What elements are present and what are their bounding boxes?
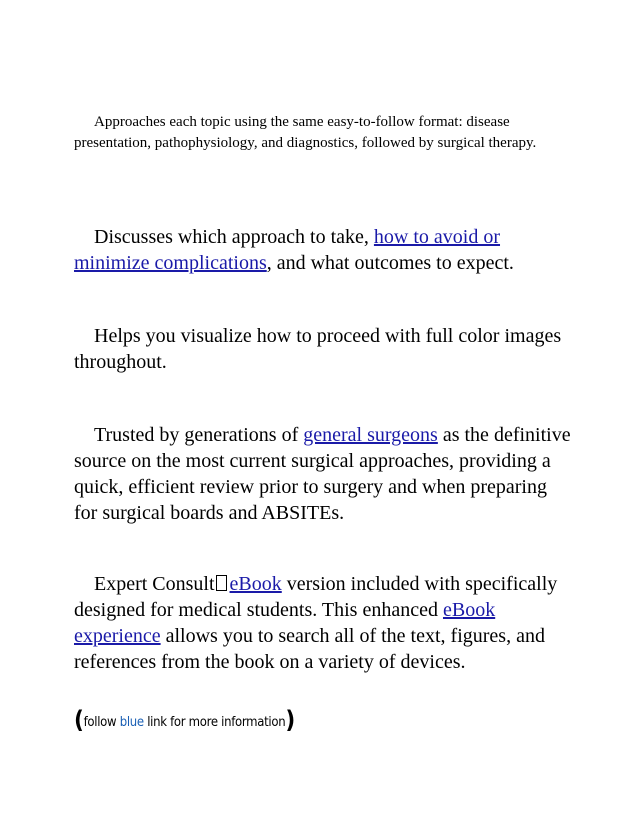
- close-paren: ): [285, 706, 295, 734]
- ebook-experience-link[interactable]: eBook experience: [74, 599, 496, 647]
- paragraph-expert-text-start: Expert Consult: [94, 573, 215, 595]
- footer-text-end: link for more information: [143, 715, 286, 730]
- missing-glyph-icon: [216, 575, 227, 591]
- paragraph-visualize: [74, 323, 574, 375]
- paragraph-expert-consult: [74, 571, 574, 675]
- paragraph-format: [74, 112, 574, 154]
- paragraph-format-text: Approaches each topic using the same easy-to-follow format: disease presentation, pathophysiology, and diagnostics, followed by surgical therapy.: [74, 114, 537, 151]
- footer-text-start: follow: [83, 715, 120, 730]
- paragraph-expert-text-middle: version included with specifically designed for medical students. This enhanced: [74, 573, 558, 621]
- paragraph-approach-text-end: , and what outcomes to expect.: [266, 252, 514, 274]
- paragraph-trusted-text-end: as the definitive source on the most current surgical approaches, providing a quick, efficient review prior to surgery and when preparing for surgical boards and ABSITEs.: [74, 424, 571, 524]
- paragraph-trusted-text-start: Trusted by generations of: [94, 424, 304, 446]
- footer-note: [74, 705, 295, 738]
- paragraph-visualize-text: Helps you visualize how to proceed with full color images throughout.: [74, 325, 562, 373]
- general-surgeons-link[interactable]: general surgeons: [303, 424, 438, 446]
- complications-link[interactable]: how to avoid or minimize complications: [74, 226, 501, 274]
- ebook-link[interactable]: eBook: [229, 573, 282, 595]
- paragraph-approach: [74, 224, 574, 276]
- paragraph-approach-text-start: Discusses which approach to take,: [94, 226, 374, 248]
- paragraph-expert-text-end: allows you to search all of the text, figures, and references from the book on a variety of devices.: [74, 625, 545, 673]
- open-paren: (: [74, 706, 84, 734]
- footer-blue-word: blue: [119, 715, 144, 730]
- paragraph-trusted: [74, 422, 574, 526]
